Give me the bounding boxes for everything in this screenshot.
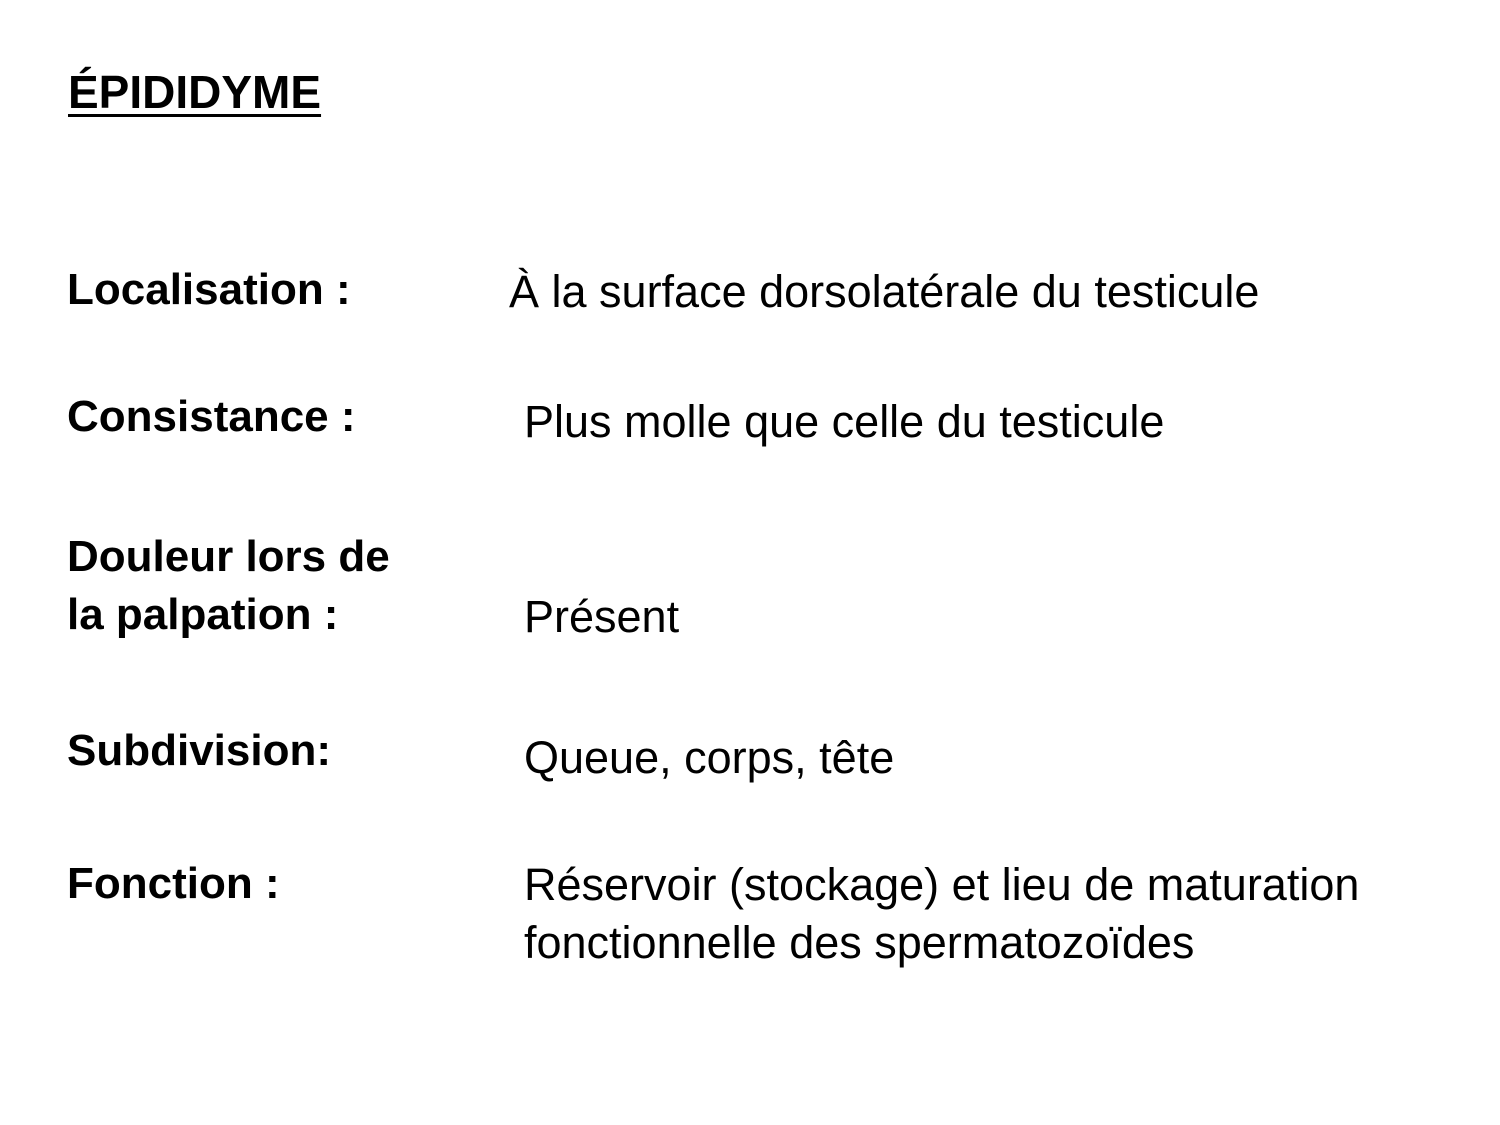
value-subdivision: Queue, corps, tête <box>524 732 895 783</box>
value-fonction-line1: Réservoir (stockage) et lieu de maturation <box>524 859 1360 910</box>
page-title: ÉPIDIDYME <box>68 66 322 118</box>
value-fonction <box>524 856 1359 972</box>
value-localisation: À la surface dorsolatérale du testicule <box>509 266 1260 317</box>
value-douleur: Présent <box>524 591 680 642</box>
label-localisation: Localisation : <box>67 265 351 314</box>
label-douleur <box>67 528 390 644</box>
value-consistance: Plus molle que celle du testicule <box>524 396 1165 447</box>
label-fonction: Fonction : <box>67 859 280 908</box>
value-fonction-line2: fonctionnelle des spermatozoïdes <box>524 917 1195 968</box>
label-douleur-line1: Douleur lors de <box>67 532 390 581</box>
label-subdivision: Subdivision: <box>67 726 331 775</box>
label-consistance: Consistance : <box>67 392 356 441</box>
label-douleur-line2: la palpation : <box>67 590 339 639</box>
